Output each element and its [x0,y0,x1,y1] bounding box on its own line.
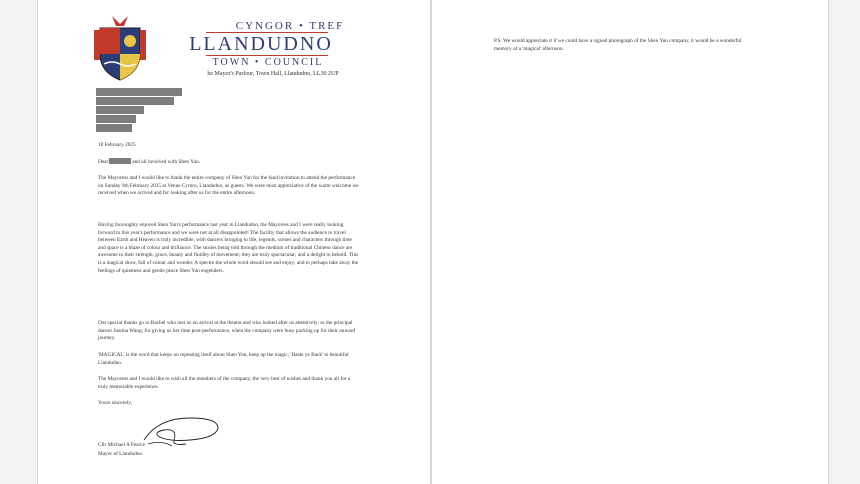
postscript: P.S. We would appreciate it if we could have a signed photograph of the Shen Yun company, it would be a wonderful memory of a 'magical' afternoon. [494,38,742,52]
letter-page-2 [432,0,828,484]
redacted-address-line [96,115,136,123]
letter-paragraph: Our special thanks go to Rachel who met us on arrival at the theatre and who looked after us attentively; to the principal dancer Justina Wang; for giving us her time post-performance, when the company were busy packing up for their onward journey. [98,320,356,342]
redacted-address-line [96,124,132,132]
letterhead-address: he Mayor's Parlour, Town Hall, Llandudno, LL30 2UP [207,71,339,77]
llandudno-crest-icon [94,14,146,82]
letter-paragraph: The Mayoress and I would like to thank the entire company of Shen Yun for the kind invitation to attend the performance on Sunday 9th February 2025 at Venue Cymru, Llandudno, as guests. We were most appreciative of the warm welcome we received when we arrived and for looking after us for the entire afternoon. [98,175,359,197]
letter-date: 18 February 2025 [98,142,136,148]
letter-paragraph: The Mayoress and I would like to wish all the members of the company, the very best of wishes and thank you all for a truly memorable experience. [98,376,351,390]
signer-title: Mayor of Llandudno [98,451,143,457]
letterhead-line-3: TOWN • COUNCIL [212,57,324,68]
redacted-address-line [96,88,182,96]
salutation-prefix: Dear [98,159,109,165]
redacted-name [109,158,131,164]
letter-closing: Yours sincerely, [98,400,132,406]
letterhead-town-name: LLANDUDNO [189,33,333,55]
redacted-address-line [96,106,144,114]
signer-name: Cllr Michael A Pearce [98,442,145,448]
letterhead-line-1: CYNGOR • TREF [235,20,345,32]
letterhead-rule [206,55,328,56]
letter-paragraph: Having thoroughly enjoyed Shen Yun's performance last year in Llandudno, the Mayoress and I were really looking forward to this year's performance and we were not at all disappointed! The facility that allows the audience to travel between Earth and Heaven is truly incredible, with dancers bringing to life, legends, scenes and characters through time and space is a blaze of colour and brilliance. The stories being told through the medium of traditional Chinese dance are awesome in their strength, grace, beauty and fluidity of movement; they are truly spectacular; and a delight to behold. This is a magical show, full of colour and wonder. A spectre the whole word should see and enjoy; and to perhaps take away the feelings of quietness and gentle peace Shen Yun engenders. [98,222,359,274]
salutation-suffix: and all involved with Shen Yun. [132,159,201,165]
letter-paragraph: 'MAGICAL' is the word that keeps on repeating itself about Shen Yun, keep up the magic; 'Haste ye Back' to beautiful Llandudno. [98,352,349,366]
letter-salutation [98,158,360,167]
letter-page-1 [38,0,430,484]
redacted-address-line [96,97,174,105]
